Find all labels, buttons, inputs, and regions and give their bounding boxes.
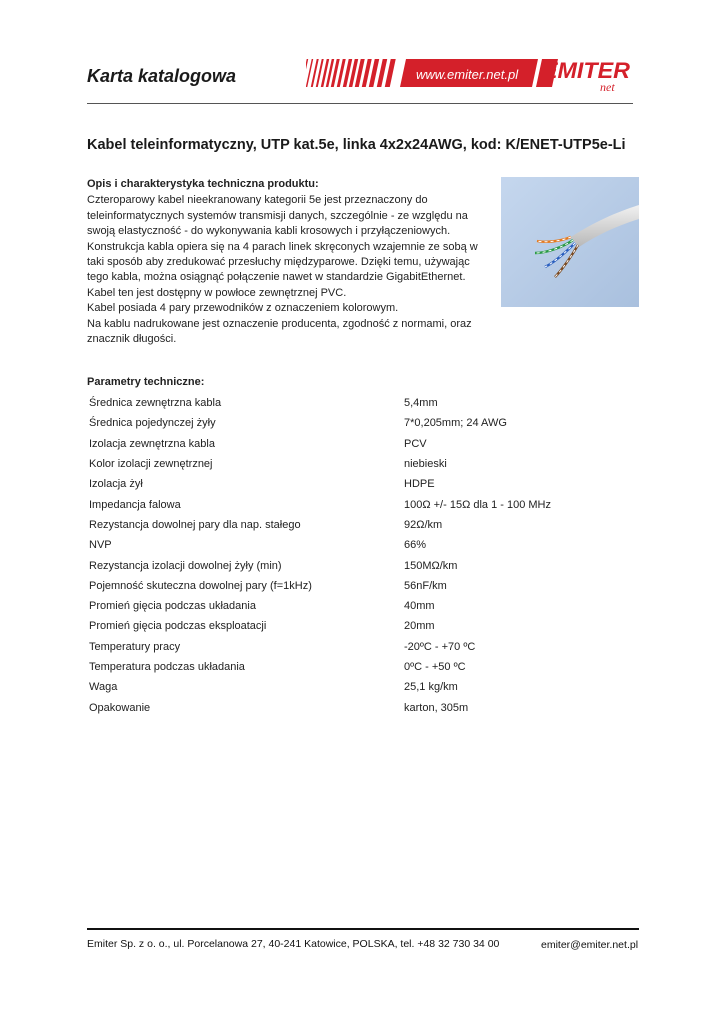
- table-row: [87, 596, 647, 616]
- footer-email: emiter@emiter.net.pl: [541, 939, 639, 951]
- param-value: 7*0,205mm; 24 AWG: [404, 417, 507, 430]
- header-divider: [87, 103, 633, 104]
- table-row: [87, 657, 647, 677]
- param-value: 56nF/km: [404, 579, 447, 592]
- table-row: [87, 413, 647, 433]
- table-row: [87, 637, 647, 657]
- param-name: Opakowanie: [89, 701, 151, 714]
- table-row: [87, 474, 647, 494]
- table-row: [87, 515, 647, 535]
- param-value: 150MΩ/km: [404, 559, 458, 572]
- params-table: [87, 393, 647, 718]
- description-heading: Opis i charakterystyka techniczna produktu:: [87, 178, 319, 190]
- param-value: 0ºC - +50 ºC: [404, 661, 466, 673]
- footer-address: Emiter Sp. z o. o., ul. Porcelanowa 27, 40-241 Katowice, POLSKA, tel. +48 32 730 34 00: [87, 938, 500, 950]
- param-value: 100Ω +/- 15Ω dla 1 - 100 MHz: [404, 498, 551, 511]
- param-value: 5,4mm: [404, 397, 438, 410]
- table-row: [87, 535, 647, 555]
- description-paragraph: Konstrukcja kabla opiera się na 4 parach linek skręconych wzajemnie ze sobą w taki sposób aby zredukować przesłuchy międzyparowe. Dzięki temu, używając tego kabla, można osiągnąć połączenie nawet w standardzie GigabitEthernet. Kabel ten jest dostępny w powłoce zewnętrznej PVC.: [87, 240, 478, 299]
- table-row: [87, 454, 647, 474]
- param-name: NVP: [89, 539, 112, 552]
- table-row: [87, 677, 647, 697]
- param-name: Średnica zewnętrzna kabla: [89, 397, 222, 410]
- param-name: Rezystancja izolacji dowolnej żyły (min): [89, 559, 282, 572]
- param-value: 40mm: [404, 600, 435, 613]
- param-name: Pojemność skuteczna dowolnej pary (f=1kHz): [89, 579, 312, 592]
- param-value: 20mm: [404, 620, 435, 633]
- param-name: Kolor izolacji zewnętrznej: [89, 458, 213, 471]
- description-paragraph: Na kablu nadrukowane jest oznaczenie producenta, zgodność z normami, oraz znacznik długości.: [87, 317, 472, 346]
- table-row: [87, 434, 647, 454]
- params-heading: Parametry techniczne:: [87, 376, 205, 388]
- product-description: [87, 177, 492, 347]
- table-row: [87, 576, 647, 596]
- param-value: karton, 305m: [404, 701, 469, 714]
- page-title: Karta katalogowa: [87, 66, 237, 86]
- param-value: 92Ω/km: [404, 518, 443, 531]
- param-name: Promień gięcia podczas układania: [89, 600, 256, 613]
- param-name: Temperatury pracy: [89, 640, 181, 653]
- description-paragraph: Czteroparowy kabel nieekranowany kategorii 5e jest przeznaczony do teleinformatycznych systemów transmisji danych, szczególnie - ze względu na swoją elastyczność - do wykonywania kabli krosowych i przyłączeniowych.: [87, 194, 468, 238]
- param-name: Promień gięcia podczas eksploatacji: [89, 620, 267, 633]
- param-name: Średnica pojedynczej żyły: [89, 417, 216, 430]
- product-title: Kabel teleinformatyczny, UTP kat.5e, linka 4x2x24AWG, kod: K/ENET-UTP5e-Li: [87, 137, 626, 153]
- param-name: Izolacja żył: [89, 478, 143, 491]
- logo-url: www.emiter.net.pl: [416, 67, 519, 82]
- param-value: niebieski: [404, 458, 447, 471]
- footer-divider: [87, 928, 639, 930]
- table-row: [87, 616, 647, 636]
- param-value: 25,1 kg/km: [404, 681, 458, 694]
- param-name: Izolacja zewnętrzna kabla: [89, 437, 215, 450]
- param-value: PCV: [404, 437, 427, 450]
- param-name: Temperatura podczas układania: [89, 661, 245, 673]
- cable-photo: [501, 177, 639, 307]
- param-name: Impedancja falowa: [89, 498, 181, 511]
- param-value: HDPE: [404, 478, 435, 491]
- logo-brand: EMITER: [542, 58, 631, 83]
- param-value: -20ºC - +70 ºC: [404, 640, 476, 653]
- logo-brand-sub: net: [600, 80, 615, 94]
- table-row: [87, 393, 647, 413]
- logo-stripes: [306, 59, 396, 87]
- param-name: Rezystancja dowolnej pary dla nap. stałego: [89, 518, 301, 531]
- table-row: [87, 697, 647, 717]
- table-row: [87, 555, 647, 575]
- table-row: [87, 494, 647, 514]
- param-value: 66%: [404, 539, 427, 552]
- description-paragraph: Kabel posiada 4 pary przewodników z oznaczeniem kolorowym.: [87, 302, 399, 315]
- param-name: Waga: [89, 681, 118, 694]
- emiter-logo: [306, 53, 634, 97]
